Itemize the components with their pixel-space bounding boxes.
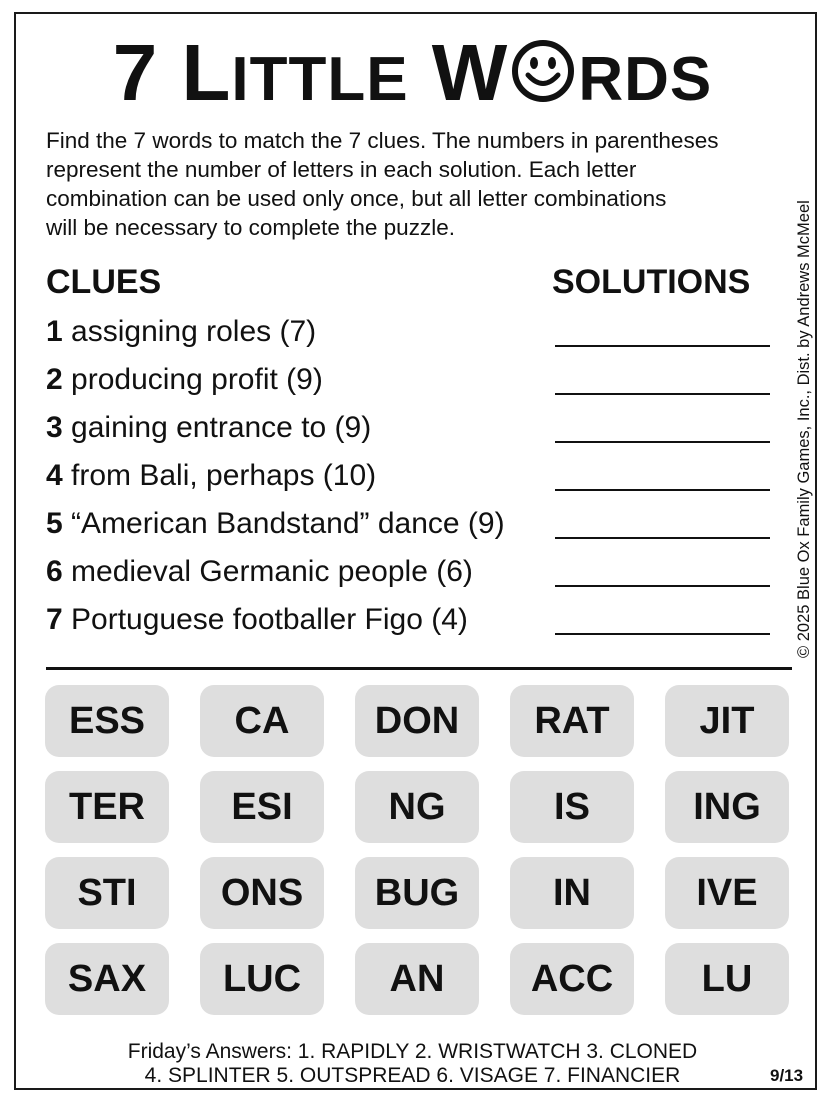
puzzle-title xyxy=(0,28,825,125)
clue-text: Portuguese footballer Figo (4) xyxy=(71,603,468,636)
letter-tile[interactable]: IN xyxy=(510,857,634,929)
copyright-notice: © 2025 Blue Ox Family Games, Inc., Dist. by Andrews McMeel xyxy=(795,200,813,658)
letter-tile[interactable]: ESS xyxy=(45,685,169,757)
solutions-header: SOLUTIONS xyxy=(552,263,751,301)
clue-text: gaining entrance to (9) xyxy=(71,411,372,444)
clue-text: from Bali, perhaps (10) xyxy=(71,459,377,492)
previous-answers xyxy=(0,1040,825,1088)
answers-line-1: Friday’s Answers: 1. RAPIDLY 2. WRISTWATCH 3. CLONED xyxy=(127,1040,698,1063)
letter-tile[interactable]: ONS xyxy=(200,857,324,929)
letter-tile[interactable]: AN xyxy=(355,943,479,1015)
title-part-1: 7 L xyxy=(112,28,232,117)
smiley-face-icon xyxy=(510,38,576,104)
instructions-line: combination can be used only once, but all letter combinations xyxy=(46,186,667,211)
letter-tile[interactable]: STI xyxy=(45,857,169,929)
solution-blank-7[interactable] xyxy=(555,633,770,635)
clue-5 xyxy=(46,506,505,542)
clues-header: CLUES xyxy=(46,263,162,301)
clue-number: 7 xyxy=(46,603,63,636)
clue-7 xyxy=(46,602,468,638)
letter-tile[interactable]: NG xyxy=(355,771,479,843)
title-part-3: W xyxy=(431,28,509,117)
solution-blank-1[interactable] xyxy=(555,345,770,347)
letter-tile[interactable]: BUG xyxy=(355,857,479,929)
letter-tile[interactable]: JIT xyxy=(665,685,789,757)
clue-text: medieval Germanic people (6) xyxy=(71,555,473,588)
clue-2 xyxy=(46,362,323,398)
clue-number: 4 xyxy=(46,459,63,492)
letter-tile[interactable]: ING xyxy=(665,771,789,843)
clue-text: assigning roles (7) xyxy=(71,315,317,348)
clue-number: 3 xyxy=(46,411,63,444)
clue-number: 6 xyxy=(46,555,63,588)
letter-tile[interactable]: IVE xyxy=(665,857,789,929)
answers-line-2: 4. SPLINTER 5. OUTSPREAD 6. VISAGE 7. FINANCIER xyxy=(144,1064,681,1087)
clue-text: producing profit (9) xyxy=(71,363,323,396)
clue-3 xyxy=(46,410,371,446)
clue-text: “American Bandstand” dance (9) xyxy=(71,507,505,540)
instructions-line: Find the 7 words to match the 7 clues. The numbers in parentheses xyxy=(46,128,719,153)
instructions xyxy=(46,126,794,242)
letter-tile[interactable]: IS xyxy=(510,771,634,843)
instructions-line: will be necessary to complete the puzzle. xyxy=(46,215,455,240)
letter-tile[interactable]: DON xyxy=(355,685,479,757)
title-part-2: ITTLE xyxy=(231,45,409,114)
letter-tile[interactable]: SAX xyxy=(45,943,169,1015)
clue-6 xyxy=(46,554,473,590)
solution-blank-5[interactable] xyxy=(555,537,770,539)
clue-number: 2 xyxy=(46,363,63,396)
puzzle-date: 9/13 xyxy=(770,1066,804,1085)
clue-number: 5 xyxy=(46,507,63,540)
instructions-line: represent the number of letters in each solution. Each letter xyxy=(46,157,637,182)
letter-tile[interactable]: ACC xyxy=(510,943,634,1015)
solution-blank-4[interactable] xyxy=(555,489,770,491)
clue-1 xyxy=(46,314,316,350)
solution-blank-2[interactable] xyxy=(555,393,770,395)
title-part-4: RDS xyxy=(578,45,713,114)
letter-tile[interactable]: ESI xyxy=(200,771,324,843)
clue-4 xyxy=(46,458,376,494)
letter-tile[interactable]: TER xyxy=(45,771,169,843)
letter-tile[interactable]: CA xyxy=(200,685,324,757)
divider-line xyxy=(46,667,792,670)
letter-tile[interactable]: LU xyxy=(665,943,789,1015)
solution-blank-3[interactable] xyxy=(555,441,770,443)
clue-number: 1 xyxy=(46,315,63,348)
solution-blank-6[interactable] xyxy=(555,585,770,587)
letter-tile[interactable]: RAT xyxy=(510,685,634,757)
letter-tile[interactable]: LUC xyxy=(200,943,324,1015)
